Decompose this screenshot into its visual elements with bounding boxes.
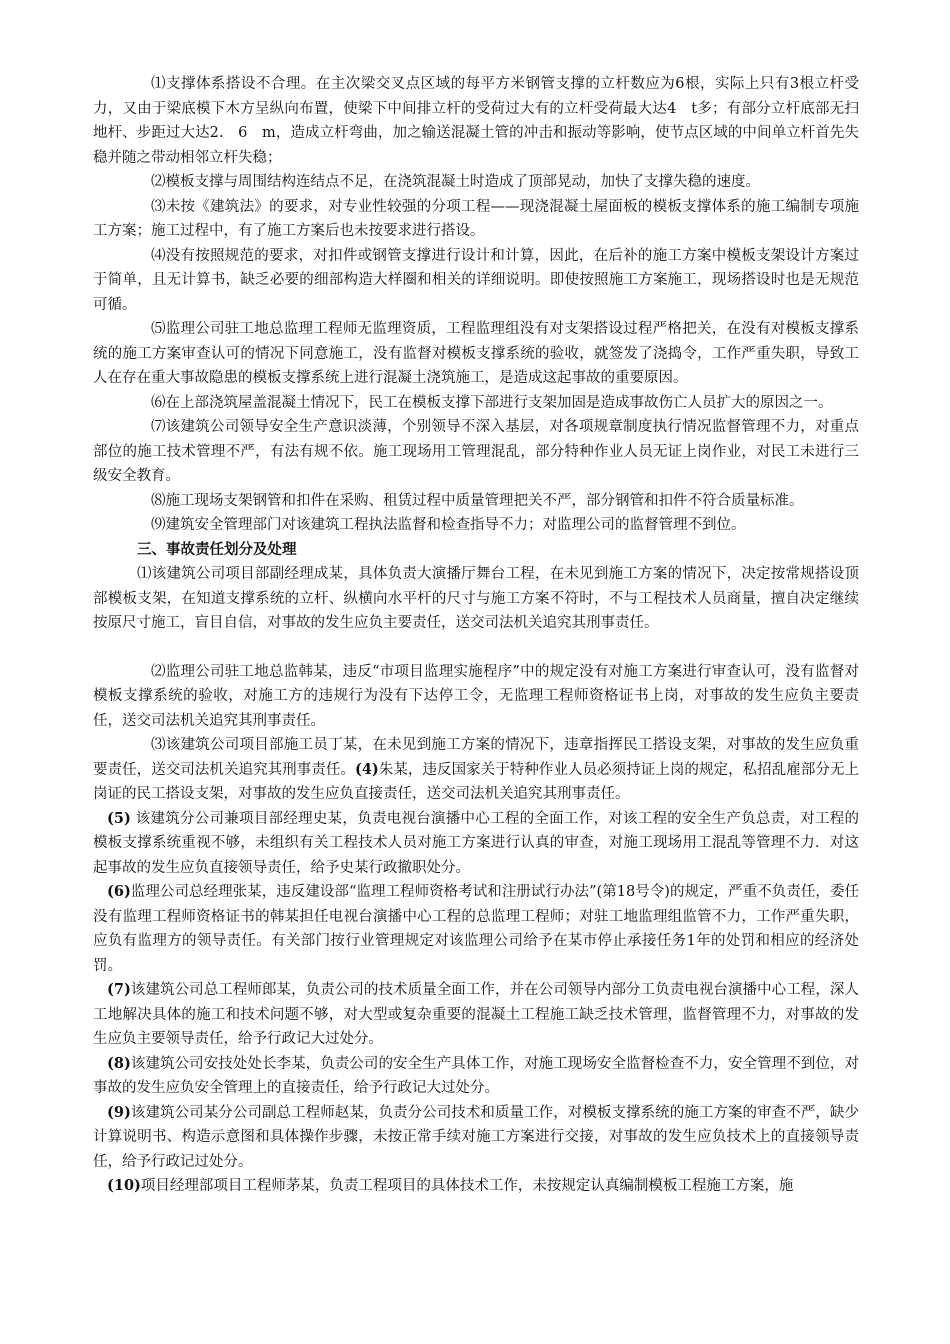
responsibility-item-6 <box>93 880 859 978</box>
responsibility-item-8-text: 该建筑公司安技处处长李某，负责公司的安全生产具体工作，对施工现场安全监督检查不力，安全管理不到位，对事故的发生应负安全管理上的直接责任，给予行政记大过处分。 <box>93 1055 859 1096</box>
cause-item-4: ⑷没有按照规范的要求，对扣件或钢管支撑进行设计和计算，因此，在后补的施工方案中模板支架设计方案过于简单，且无计算书，缺乏必要的细部构造大样圈和相关的详细说明。即使按照施工方案施工，现场搭设时也是无规范可循。 <box>93 247 859 313</box>
spacer <box>93 636 859 660</box>
responsibility-item-7-text: 该建筑公司总工程师郎某，负责公司的技术质量全面工作，并在公司领导内部分工负责电视台演播中心工程，深人工地解决具体的施工和技术问题不够，对大型或复杂重要的混凝土工程施工缺乏技术管理，监督管理不力，对事故的发生应负主要领导责任，给予行政记大过处分。 <box>93 982 859 1047</box>
responsibility-item-10-text: 项目经理部项目工程师茅某，负责工程项目的具体技术工作，未按规定认真编制模板工程施工方案，施 <box>140 1178 794 1194</box>
item-7-number: (7) <box>107 981 131 998</box>
item-9-number: (9) <box>107 1103 131 1121</box>
cause-item-5: ⑸监理公司驻工地总监理工程师无监理资质，工程监理组没有对支架搭设过程严格把关，在没有对模板支撑系统的施工方案审查认可的情况下同意施工，没有监督对模板支撑系统的验收，就签发了浇捣令，工作严重失职，导致工人在存在重大事故隐患的模板支撑系统上进行混凝土浇筑施工，是造成这起事故的重要原因。 <box>93 321 859 386</box>
responsibility-item-4: 朱某，违反国家关于特种作业人员必须持证上岗的规定，私招乱雇部分无上岗证的民工搭设支架，对事故的发生应负直接责任，送交司法机关追究其刑事责任。 <box>93 761 860 802</box>
responsibility-item-2: ⑵监理公司驻工地总监韩某，违反“市项目监理实施程序”中的规定没有对施工方案进行审查认可，没有监督对模板支撑系统的验收，对施工方的违规行为没有下达停工令，无监理工程师资格证书上岗，对事故的发生应负主要责任，送交司法机关追究其刑事责任。 <box>93 663 859 729</box>
item-4-number: (4) <box>354 760 379 778</box>
cause-item-7: ⑺该建筑公司领导安全生产意识淡薄，个别领导不深入基层，对各项规章制度执行情况监督管理不力，对重点部位的施工技术管理不严，有法有规不依。施工现场用工管理混乱，部分特种作业人员无证上岗作业，对民工未进行三级安全教育。 <box>93 419 859 484</box>
item-8-number: (8) <box>107 1054 131 1072</box>
responsibility-item-3-4 <box>93 733 859 807</box>
document-page <box>93 72 859 1199</box>
cause-item-1: ⑴支撑体系搭设不合理。在主次梁交叉点区域的每平方米钢管支撑的立杆数应为6根，实际上只有3根立杆受力，又由于梁底模下木方呈纵向布置，使梁下中间排立杆的受荷过大有的立杆受荷最大达4 t多；有部分立杆底部无扫地杆、步距过大达2. 6 m，造成立杆弯曲，加之输送混凝土管的冲击和振动等影响，使节点区域的中间单立杆首先失稳并随之带动相邻立杆失稳； <box>93 76 859 166</box>
cause-item-8: ⑻施工现场支架钢管和扣件在采购、租赁过程中质量管理把关不严，部分钢管和扣件不符合质量标准。 <box>151 492 804 509</box>
responsibility-item-7 <box>93 978 859 1052</box>
cause-item-3: ⑶未按《建筑法》的要求，对专业性较强的分项工程——现浇混凝土屋面板的模板支撑体系的施工编制专项施工方案；施工过程中，有了施工方案后也未按要求进行搭设。 <box>93 198 859 239</box>
item-6-number: (6) <box>107 883 131 900</box>
responsibility-item-10 <box>93 1174 859 1199</box>
responsibility-item-9 <box>93 1101 859 1175</box>
responsibility-item-1: ⑴该建筑公司项目部副经理成某，具体负责大演播厅舞台工程，在未见到施工方案的情况下，决定按常规搭设顶部模板支架，在知道支撑系统的立杆、纵横向水平杆的尺寸与施工方案不符时，不与工程技术人员商量，擅自决定继续按原尺寸施工，盲目自信，对事故的发生应负主要责任，送交司法机关追究其刑事责任。 <box>93 566 859 631</box>
responsibility-item-9-text: 该建筑公司某分公司副总工程师赵某，负责分公司技术和质量工作，对模板支撑系统的施工方案的审查不严，缺少计算说明书、构造示意图和具体操作步骤，未按正常手续对施工方案进行交接，对事故的发生应负技术上的直接领导责任，给予行政记过处分。 <box>93 1104 859 1170</box>
item-10-number: (10) <box>107 1177 141 1194</box>
responsibility-item-8 <box>93 1052 859 1101</box>
responsibility-item-6-text: 监理公司总经理张某，违反建设部“监理工程师资格考试和注册试行办法”(第18号令)的规定，严重不负责任，委任没有监理工程师资格证书的韩某担任电视台演播中心工程的总监理工程师；对驻工地监理组监管不力，工作严重失职，应负有监理方的领导责任。有关部门按行业管理规定对该监理公司给予在某市停止承接任务1年的处罚和相应的经济处罚。 <box>93 884 859 974</box>
item-5-number: (5) <box>107 809 131 827</box>
responsibility-item-3: ⑶该建筑公司项目部施工员丁某，在未见到施工方案的情况下，违章指挥民工搭设支架，对事故的发生应负重要责任，送交司法机关追究其刑事责任。 <box>93 737 859 778</box>
cause-item-2: ⑵模板支撑与周围结构连结点不足，在浇筑混凝土时造成了顶部晃动，加快了支撑失稳的速度。 <box>151 174 760 190</box>
responsibility-item-5 <box>93 807 859 881</box>
section-heading: 三、事故责任划分及处理 <box>137 540 297 558</box>
responsibility-item-5-text: 该建筑分公司兼项目部经理史某，负责电视台演播中心工程的全面工作，对该工程的安全生产负总责，对工程的模板支撑系统重视不够，未组织有关工程技术人员对施工方案进行认真的审查，对施工现场用工混乱等管理不力．对这起事故的发生应负直接领导责任，给予史某行政撤职处分。 <box>93 810 859 876</box>
cause-item-6: ⑹在上部浇筑屋盖混凝土情况下，民工在模板支撑下部进行支架加固是造成事故伤亡人员扩大的原因之一。 <box>151 394 833 411</box>
cause-item-9: ⑼建筑安全管理部门对该建筑工程执法监督和检查指导不力；对监理公司的监督管理不到位。 <box>151 517 746 533</box>
